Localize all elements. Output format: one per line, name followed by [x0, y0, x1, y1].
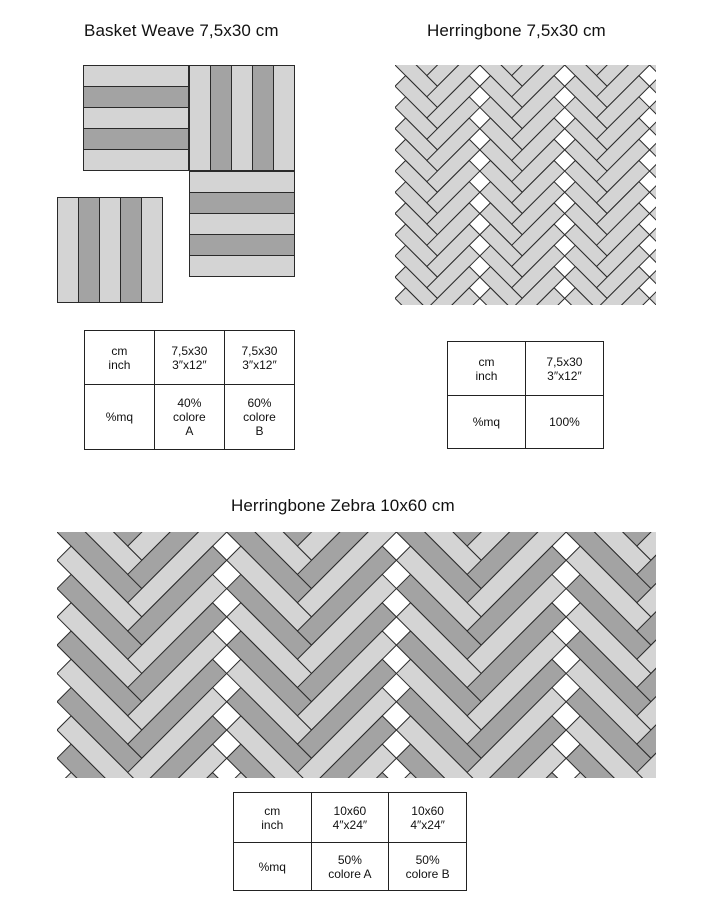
tile [84, 66, 189, 87]
size-cm: 10x60 [411, 803, 444, 818]
unit-cm-label: cm [264, 803, 281, 818]
herringbone-zebra-pattern [57, 532, 656, 778]
size-cm: 7,5x30 [546, 354, 583, 369]
tile [211, 66, 232, 171]
basket-weave-pattern [56, 64, 323, 304]
share-color: colore B [405, 866, 450, 881]
spec-header-cell [234, 793, 312, 843]
unit-cm-label: cm [478, 354, 495, 369]
herringbone-zebra-tiles [57, 532, 656, 778]
tile [58, 198, 79, 303]
percent-mq-label: %mq [258, 859, 286, 874]
tile [190, 214, 295, 235]
herringbone-pattern [395, 65, 656, 305]
unit-inch-label: inch [108, 357, 131, 372]
size-cell-b [389, 793, 467, 843]
percent-mq-label: %mq [105, 410, 134, 424]
share-percent: 100% [549, 415, 580, 429]
tile [84, 108, 189, 129]
share-cell-b [389, 843, 467, 891]
tile [253, 66, 274, 171]
share-word: colore [243, 410, 276, 424]
tile [650, 288, 656, 305]
share-letter: B [255, 424, 264, 438]
share-percent: 50% [415, 852, 440, 867]
share-cell-a [154, 385, 224, 450]
share-cell-a [311, 843, 389, 891]
size-inch: 4″x24″ [332, 817, 368, 832]
tile [142, 198, 163, 303]
tile [84, 129, 189, 150]
tile [84, 87, 189, 108]
share-percent: 50% [337, 852, 362, 867]
row-label-cell [448, 396, 526, 449]
herringbone-tiles [395, 65, 656, 305]
herringbone-title: Herringbone 7,5x30 cm [427, 21, 606, 40]
percent-mq-label: %mq [472, 415, 501, 429]
size-cm: 10x60 [333, 803, 367, 818]
basket-weave-spec-table [84, 330, 295, 450]
size-cm: 7,5x30 [241, 343, 278, 358]
tile [190, 172, 295, 193]
share-word: colore [173, 410, 206, 424]
tile [190, 256, 295, 277]
row-label-cell [85, 385, 155, 450]
share-color: colore A [328, 866, 372, 881]
size-inch: 3″x12″ [242, 357, 277, 372]
unit-inch-label: inch [261, 817, 284, 832]
tile [84, 150, 189, 171]
spec-header-cell [448, 342, 526, 396]
herringbone-zebra-title: Herringbone Zebra 10x60 cm [231, 496, 455, 515]
size-cm: 7,5x30 [171, 343, 208, 358]
herringbone-spec-table [447, 341, 604, 449]
size-inch: 4″x24″ [410, 817, 445, 832]
tile [232, 66, 253, 171]
unit-cm-label: cm [111, 343, 128, 358]
share-percent: 60% [247, 396, 272, 410]
size-cell [525, 342, 603, 396]
size-cell-a [154, 331, 224, 385]
size-inch: 3″x12″ [172, 357, 207, 372]
size-cell-b [224, 331, 294, 385]
size-cell-a [311, 793, 389, 843]
basket-weave-title: Basket Weave 7,5x30 cm [84, 21, 279, 40]
herringbone-zebra-spec-table [233, 792, 467, 891]
share-cell-b [224, 385, 294, 450]
share-letter: A [185, 424, 194, 438]
tile [100, 198, 121, 303]
size-inch: 3″x12″ [547, 368, 582, 383]
unit-inch-label: inch [475, 368, 498, 383]
tile [274, 66, 295, 171]
tile [79, 198, 100, 303]
tile [121, 198, 142, 303]
row-label-cell [234, 843, 312, 891]
tile [190, 66, 211, 171]
tile [190, 193, 295, 214]
share-cell [525, 396, 603, 449]
share-percent: 40% [177, 396, 202, 410]
tile [190, 235, 295, 256]
basket-weave-tiles [58, 66, 295, 303]
spec-header-cell [85, 331, 155, 385]
